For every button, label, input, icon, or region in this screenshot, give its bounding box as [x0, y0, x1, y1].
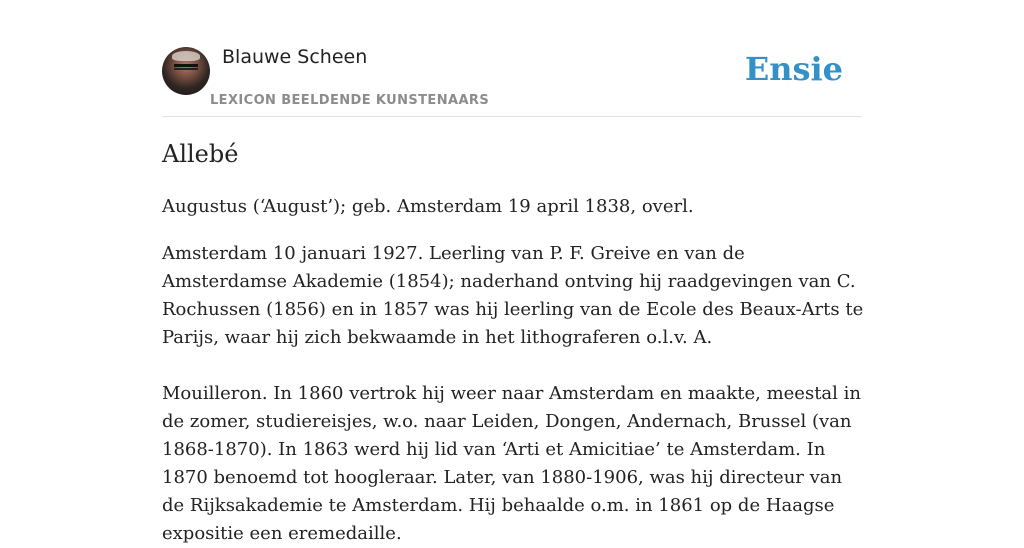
article-paragraph: Mouilleron. In 1860 vertrok hij weer naar Amsterdam en maakte, meestal in de zomer, studiereisjes, w.o. naar Leiden, Dongen, Andernach, Brussel (van 1868-1870). In 1863 werd hij lid van ‘Arti et Amicitiae’ te Amsterdam. In 1870 benoemd tot hoogleraar. Later, van 1880-1906, was hij directeur van de Rijksakademie te Amsterdam. Hij behaalde o.m. in 1861 op de Haagse expositie een eremedaille. [162, 383, 861, 544]
avatar-hair [172, 51, 200, 61]
author-name-link[interactable]: Blauwe Scheen [222, 46, 368, 68]
category-link[interactable]: LEXICON BEELDENDE KUNSTENAARS [210, 93, 490, 108]
article-header [162, 44, 862, 117]
ensie-logo[interactable]: Ensie [744, 50, 843, 88]
article-paragraph: Amsterdam 10 januari 1927. Leerling van P. F. Greive en van de Amsterdamse Akademie (1854); naderhand ontving hij raadgevingen van C. Rochussen (1856) en in 1857 was hij leerling van de Ecole des Beaux-Arts te Parijs, waar hij zich bekwaamde in het lithograferen o.l.v. A. [162, 243, 864, 348]
article-lead: Augustus (‘August’); geb. Amsterdam 19 april 1838, overl. [162, 196, 694, 217]
avatar-glasses [174, 64, 198, 70]
article-title: Allebé [162, 140, 239, 168]
author-avatar[interactable] [162, 47, 210, 95]
article-body [162, 138, 864, 548]
